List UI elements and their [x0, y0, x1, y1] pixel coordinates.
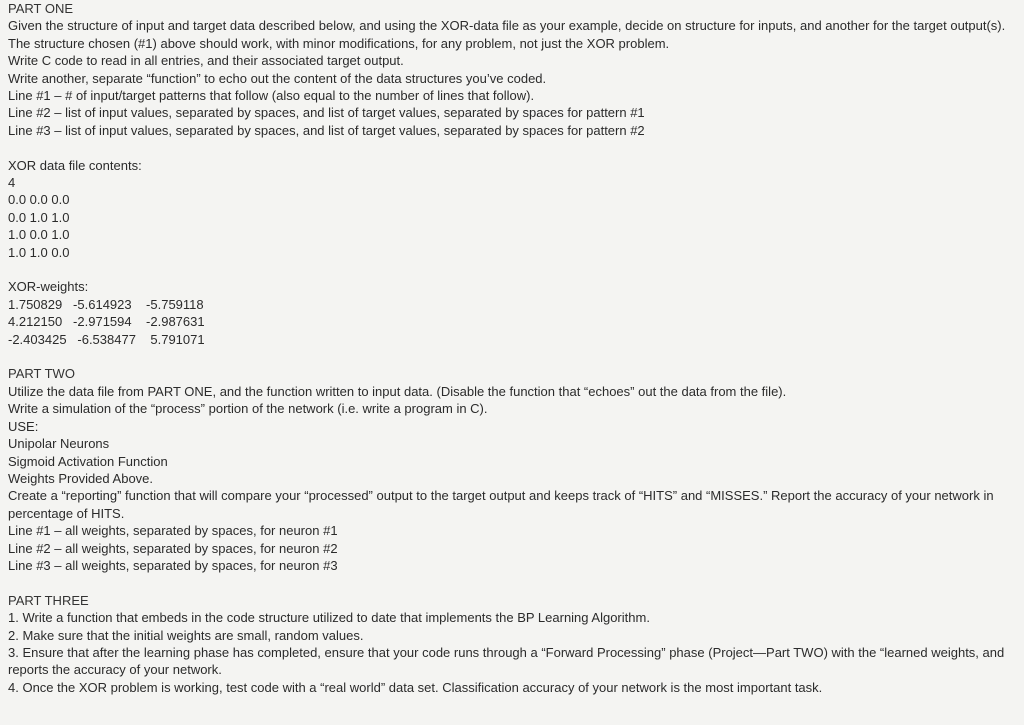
xor-weights-row: 4.212150 -2.971594 -2.987631 [8, 314, 205, 330]
part-two-paragraph: Line #3 – all weights, separated by spaces, for neuron #3 [8, 557, 338, 573]
part-two-paragraph: Create a “reporting” function that will compare your “processed” output to the target output and keeps track of “HITS” and “MISSES.” Report the accuracy of your network in percentage of HITS. [8, 488, 998, 521]
xor-data-line: 1.0 1.0 0.0 [8, 244, 70, 260]
part-two-paragraph: Utilize the data file from PART ONE, and the function written to input data. (Disable the function that “echoes” out the data from the file). [8, 383, 787, 399]
part-two-paragraph: Unipolar Neurons [8, 436, 110, 452]
part-three-heading: PART THREE [8, 592, 89, 608]
part-one-section [8, 0, 1020, 139]
part-three-item: 2. Make sure that the initial weights are small, random values. [8, 627, 364, 643]
part-one-heading: PART ONE [8, 1, 74, 16]
spacer [8, 574, 1020, 591]
spacer [8, 139, 1020, 156]
part-three-item: 3. Ensure that after the learning phase has completed, ensure that your code runs through a “Forward Processing” phase (Project—Part TWO) with the “learned weights, and reports the accuracy of your network. [8, 644, 1008, 678]
part-two-paragraph: USE: [8, 418, 39, 434]
xor-data-label: XOR data file contents: [8, 157, 142, 173]
part-three-section [8, 592, 1020, 696]
part-one-paragraph: Write another, separate “function” to echo out the content of the data structures you’ve coded. [8, 70, 547, 86]
part-one-paragraph: Line #3 – list of input values, separated by spaces, and list of target values, separated by spaces for pattern #2 [8, 122, 645, 138]
part-two-paragraph: Write a simulation of the “process” portion of the network (i.e. write a program in C). [8, 401, 488, 417]
part-one-paragraph: Write C code to read in all entries, and their associated target output. [8, 53, 404, 69]
part-two-paragraph: Weights Provided Above. [8, 470, 154, 486]
xor-data-section [8, 157, 1020, 261]
part-one-paragraph: Line #2 – list of input values, separated by spaces, and list of target values, separated by spaces for pattern #1 [8, 105, 645, 121]
xor-data-line: 4 [8, 175, 16, 191]
part-one-paragraph: The structure chosen (#1) above should work, with minor modifications, for any problem, not just the XOR problem. [8, 35, 670, 51]
spacer [8, 261, 1020, 278]
xor-weights-label: XOR-weights: [8, 279, 89, 295]
part-two-paragraph: Sigmoid Activation Function [8, 453, 168, 469]
xor-data-line: 0.0 0.0 0.0 [8, 192, 70, 208]
part-two-paragraph: Line #1 – all weights, separated by spaces, for neuron #1 [8, 523, 338, 539]
part-two-paragraph: Line #2 – all weights, separated by spaces, for neuron #2 [8, 540, 338, 556]
xor-weights-row: -2.403425 -6.538477 5.791071 [8, 331, 205, 347]
part-two-heading: PART TWO [8, 366, 75, 382]
part-one-paragraph: Line #1 – # of input/target patterns that follow (also equal to the number of lines that follow). [8, 88, 535, 104]
xor-data-line: 1.0 0.0 1.0 [8, 227, 70, 243]
document-body [8, 0, 1020, 696]
xor-weights-row: 1.750829 -5.614923 -5.759118 [8, 296, 204, 312]
part-one-paragraph: Given the structure of input and target data described below, and using the XOR-data file as your example, decide on structure for inputs, and another for the target output(s). [8, 18, 1006, 34]
part-two-section [8, 365, 1020, 574]
xor-weights-section [8, 278, 1020, 348]
spacer [8, 348, 1020, 365]
xor-data-line: 0.0 1.0 1.0 [8, 209, 70, 225]
part-three-item: 4. Once the XOR problem is working, test code with a “real world” data set. Classification accuracy of your network is the most important task. [8, 679, 823, 695]
part-three-item: 1. Write a function that embeds in the code structure utilized to date that implements the BP Learning Algorithm. [8, 610, 650, 626]
